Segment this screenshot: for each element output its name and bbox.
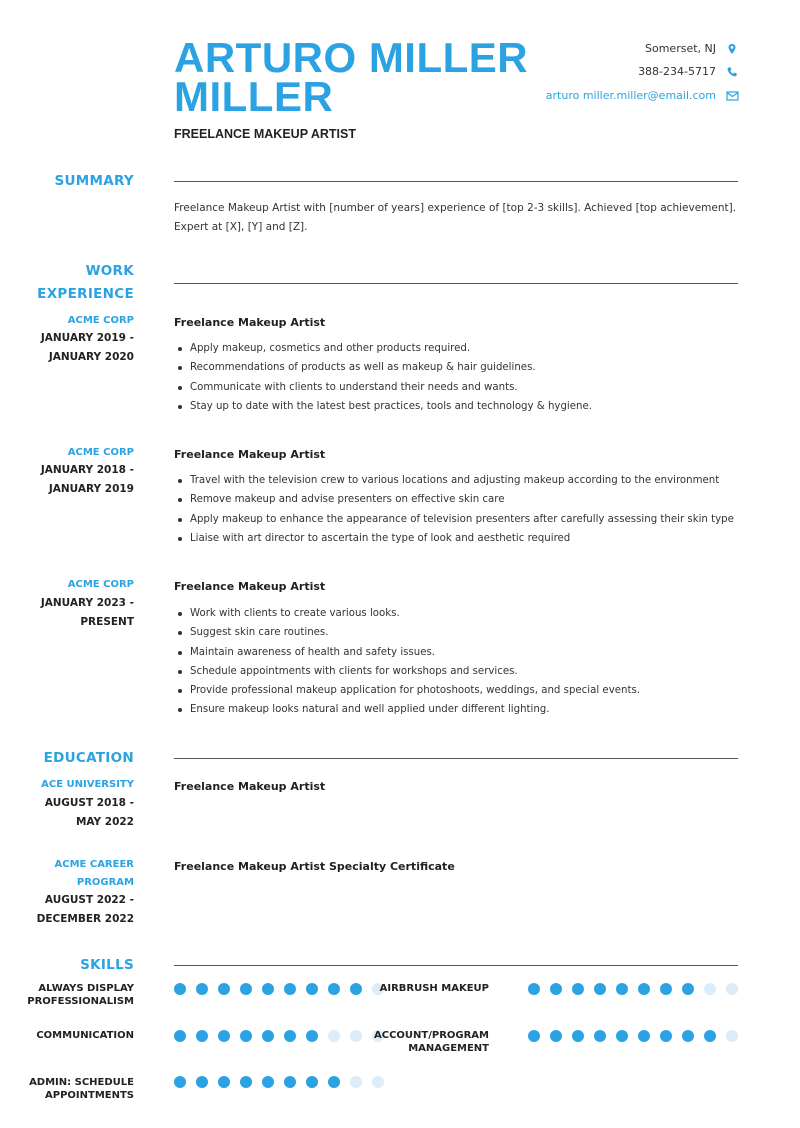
job-2-org: ACME CORP	[67, 447, 134, 458]
job-1-org: ACME CORP	[67, 315, 134, 326]
summary-text: Freelance Makeup Artist with [number of years] experience of [top 2-3 skills]. Achieved [top achievement]. Expert at [X], [Y] and [Z].	[174, 202, 737, 233]
edu-2-org-line-2: PROGRAM	[76, 877, 134, 888]
job-2-date	[24, 461, 134, 499]
rating-dot-empty	[726, 1030, 738, 1042]
rating-dot-filled	[350, 983, 362, 995]
summary-title: SUMMARY	[54, 173, 134, 189]
job-2-role: Freelance Makeup Artist	[174, 448, 326, 461]
job-1-bullets	[174, 339, 740, 416]
skill-1-name	[27, 982, 134, 1008]
edu-2-org	[55, 856, 134, 892]
job-2-date-start: JANUARY 2018 -	[40, 464, 134, 476]
skill-2-rating	[528, 983, 738, 995]
rating-dot-empty	[704, 983, 716, 995]
skill-3-line-1: COMMUNICATION	[36, 1030, 134, 1041]
list-item: Stay up to date with the latest best practices, tools and technology & hygiene.	[174, 397, 740, 416]
list-item: Remove makeup and advise presenters on effective skin care	[174, 490, 740, 509]
rating-dot-filled	[218, 983, 230, 995]
job-title: FREELANCE MAKEUP ARTIST	[174, 127, 356, 141]
list-item: Maintain awareness of health and safety issues.	[174, 643, 740, 662]
email-link[interactable]: arturo miller.miller@email.com	[545, 89, 716, 102]
rating-dot-filled	[174, 983, 186, 995]
rating-dot-filled	[528, 1030, 540, 1042]
job-3-role: Freelance Makeup Artist	[174, 580, 326, 593]
rating-dot-filled	[616, 983, 628, 995]
rating-dot-filled	[262, 983, 274, 995]
rating-dot-filled	[306, 983, 318, 995]
edu-2-org-line-1: ACME CAREER	[54, 859, 134, 870]
job-3-date	[24, 594, 134, 632]
location-text: Somerset, NJ	[645, 42, 716, 55]
rating-dot-filled	[284, 1030, 296, 1042]
rating-dot-filled	[218, 1076, 230, 1088]
envelope-icon	[726, 90, 738, 102]
job-1-role: Freelance Makeup Artist	[174, 316, 326, 329]
skill-3-rating	[174, 1030, 384, 1042]
skill-5-line-1: ADMIN: SCHEDULE	[29, 1077, 134, 1088]
rating-dot-filled	[328, 1076, 340, 1088]
rating-dot-filled	[174, 1076, 186, 1088]
job-3-org: ACME CORP	[67, 579, 134, 590]
rating-dot-filled	[240, 983, 252, 995]
skill-1-line-2: PROFESSIONALISM	[27, 996, 134, 1007]
job-2-date-end: JANUARY 2019	[48, 483, 134, 495]
job-3-bullets	[174, 604, 740, 720]
list-item: Schedule appointments with clients for workshops and services.	[174, 662, 740, 681]
rating-dot-empty	[372, 1076, 384, 1088]
rating-dot-filled	[240, 1076, 252, 1088]
rating-dot-filled	[528, 983, 540, 995]
rating-dot-filled	[196, 1030, 208, 1042]
rating-dot-filled	[572, 1030, 584, 1042]
list-item: Ensure makeup looks natural and well applied under different lighting.	[174, 700, 740, 719]
rating-dot-filled	[306, 1076, 318, 1088]
rating-dot-empty	[726, 983, 738, 995]
rating-dot-empty	[350, 1030, 362, 1042]
edu-2-date-start: AUGUST 2022 -	[44, 894, 134, 906]
rating-dot-filled	[638, 1030, 650, 1042]
edu-1-date-start: AUGUST 2018 -	[44, 797, 134, 809]
skills-divider	[174, 965, 738, 966]
job-2-bullets	[174, 471, 740, 548]
skill-1-line-1: ALWAYS DISPLAY	[38, 983, 134, 994]
list-item: Apply makeup to enhance the appearance of television presenters after carefully assessing their skin type	[174, 510, 740, 529]
rating-dot-filled	[616, 1030, 628, 1042]
rating-dot-filled	[704, 1030, 716, 1042]
rating-dot-filled	[262, 1030, 274, 1042]
rating-dot-filled	[594, 983, 606, 995]
rating-dot-filled	[550, 1030, 562, 1042]
rating-dot-filled	[660, 1030, 672, 1042]
rating-dot-filled	[196, 983, 208, 995]
job-3-date-start: JANUARY 2023 -	[40, 597, 134, 609]
work-divider	[174, 283, 738, 284]
skill-3-name	[36, 1029, 134, 1042]
list-item: Liaise with art director to ascertain the type of look and aesthetic required	[174, 529, 740, 548]
skill-2-line-1: AIRBRUSH MAKEUP	[379, 983, 489, 994]
edu-2-date	[24, 891, 134, 929]
skill-1-rating	[174, 983, 384, 995]
edu-2-date-end: DECEMBER 2022	[36, 913, 134, 925]
rating-dot-empty	[350, 1076, 362, 1088]
work-experience-title	[37, 260, 134, 306]
contact-email[interactable]	[546, 89, 738, 102]
rating-dot-filled	[682, 1030, 694, 1042]
name-line-2: MILLER	[174, 73, 334, 120]
summary-divider	[174, 181, 738, 182]
skill-5-name	[29, 1076, 134, 1102]
skill-4-line-1: ACCOUNT/PROGRAM	[373, 1030, 489, 1041]
education-title: EDUCATION	[43, 750, 134, 766]
rating-dot-empty	[328, 1030, 340, 1042]
work-title-line-2: EXPERIENCE	[37, 286, 134, 302]
skill-2-name	[380, 982, 489, 995]
contact-phone	[638, 65, 738, 78]
rating-dot-filled	[594, 1030, 606, 1042]
edu-1-date	[24, 794, 134, 832]
list-item: Suggest skin care routines.	[174, 623, 740, 642]
rating-dot-filled	[284, 983, 296, 995]
rating-dot-filled	[218, 1030, 230, 1042]
rating-dot-filled	[682, 983, 694, 995]
contact-location	[645, 42, 738, 55]
education-divider	[174, 758, 738, 759]
skills-title: SKILLS	[80, 957, 134, 973]
list-item: Provide professional makeup application for photoshoots, weddings, and special events.	[174, 681, 740, 700]
edu-2-degree: Freelance Makeup Artist Specialty Certificate	[174, 860, 455, 873]
rating-dot-filled	[638, 983, 650, 995]
candidate-name	[174, 34, 554, 120]
edu-1-date-end: MAY 2022	[75, 816, 134, 828]
rating-dot-filled	[328, 983, 340, 995]
phone-icon	[726, 66, 738, 78]
list-item: Recommendations of products as well as makeup & hair guidelines.	[174, 358, 740, 377]
job-1-date	[24, 329, 134, 367]
job-3-date-end: PRESENT	[80, 616, 134, 628]
rating-dot-filled	[262, 1076, 274, 1088]
skill-5-rating	[174, 1076, 384, 1088]
skill-5-line-2: APPOINTMENTS	[45, 1090, 134, 1101]
rating-dot-filled	[240, 1030, 252, 1042]
rating-dot-filled	[174, 1030, 186, 1042]
list-item: Travel with the television crew to various locations and adjusting makeup according to the environment	[174, 471, 740, 490]
list-item: Apply makeup, cosmetics and other products required.	[174, 339, 740, 358]
edu-1-degree: Freelance Makeup Artist	[174, 780, 326, 793]
edu-1-org: ACE UNIVERSITY	[41, 779, 134, 790]
rating-dot-filled	[306, 1030, 318, 1042]
work-title-line-1: WORK	[85, 263, 134, 279]
list-item: Work with clients to create various looks.	[174, 604, 740, 623]
skill-4-line-2: MANAGEMENT	[408, 1043, 489, 1054]
skill-4-rating	[528, 1030, 738, 1042]
skill-4-name	[374, 1029, 489, 1055]
location-pin-icon	[726, 43, 738, 55]
job-1-date-start: JANUARY 2019 -	[40, 332, 134, 344]
rating-dot-filled	[572, 983, 584, 995]
phone-text: 388-234-5717	[638, 65, 716, 78]
rating-dot-filled	[196, 1076, 208, 1088]
rating-dot-filled	[550, 983, 562, 995]
rating-dot-filled	[284, 1076, 296, 1088]
job-1-date-end: JANUARY 2020	[48, 351, 134, 363]
rating-dot-filled	[660, 983, 672, 995]
list-item: Communicate with clients to understand their needs and wants.	[174, 378, 740, 397]
name-line-1: ARTURO MILLER	[174, 34, 529, 81]
